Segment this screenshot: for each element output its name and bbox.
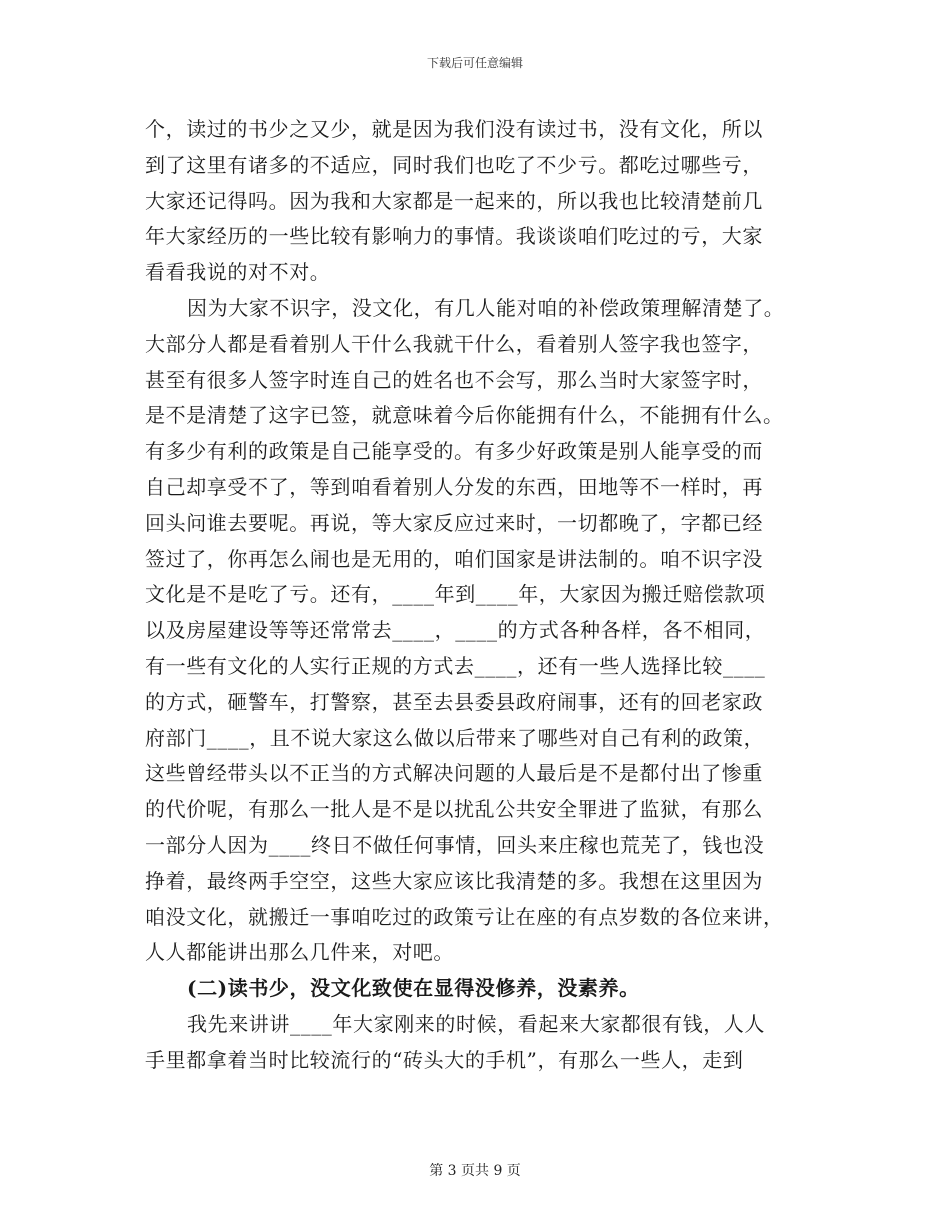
text-line: 到了这里有诸多的不适应，同时我们也吃了不少亏。都吃过哪些亏， xyxy=(145,152,763,177)
text-line: 自己却享受不了，等到咱看着别人分发的东西，田地等不一样时，再 xyxy=(145,474,763,499)
text-line: 有多少有利的政策是自己能享受的。有多少好政策是别人能享受的而 xyxy=(145,439,763,464)
text-line: 大部分人都是看着别人干什么我就干什么，看着别人签字我也签字， xyxy=(145,331,763,356)
page-footer: 第 3 页共 9 页 xyxy=(429,1163,521,1179)
text-line: 一部分人因为____终日不做任何事情，回头来庄稼也荒芜了，钱也没 xyxy=(145,832,765,857)
text-line: 咱没文化，就搬迁一事咱吃过的政策亏让在座的有点岁数的各位来讲， xyxy=(145,904,784,929)
text-line: 甚至有很多人签字时连自己的姓名也不会写，那么当时大家签字时， xyxy=(145,367,763,392)
text-line: 手里都拿着当时比较流行的“砖头大的手机”，有那么一些人，走到 xyxy=(145,1047,744,1072)
document-body xyxy=(145,112,815,1079)
text-line: 的代价呢，有那么一批人是不是以扰乱公共安全罪进了监狱，有那么 xyxy=(145,797,763,822)
paragraph-start-line: 我先来讲讲____年大家刚来的时候，看起来大家都很有钱，人人 xyxy=(187,1011,765,1036)
text-line: 府部门____，且不说大家这么做以后带来了哪些对自己有利的政策， xyxy=(145,725,765,750)
text-line: 是不是清楚了这字已签，就意味着今后你能拥有什么，不能拥有什么。 xyxy=(145,403,784,428)
page-header: 下载后可任意编辑 xyxy=(426,56,523,70)
text-line: 个，读过的书少之又少，就是因为我们没有读过书，没有文化，所以 xyxy=(145,117,763,141)
text-line: 看看我说的对不对。 xyxy=(145,260,331,285)
text-line: 签过了，你再怎么闹也是无用的，咱们国家是讲法制的。咱不识字没 xyxy=(145,546,763,571)
text-line: 挣着，最终两手空空，这些大家应该比我清楚的多。我想在这里因为 xyxy=(145,868,763,893)
text-line: 的方式，砸警车，打警察，甚至去县委县政府闹事，还有的回老家政 xyxy=(145,689,763,714)
text-line: 文化是不是吃了亏。还有，____年到____年，大家因为搬迁赔偿款项 xyxy=(145,582,766,607)
text-line: 人人都能讲出那么几件来，对吧。 xyxy=(145,940,454,965)
text-line: 以及房屋建设等等还常常去____，____的方式各种各样，各不相同， xyxy=(145,618,766,643)
text-line: 回头问谁去要呢。再说，等大家反应过来时，一切都晚了，字都已经 xyxy=(145,510,763,535)
text-line: 这些曾经带头以不正当的方式解决问题的人最后是不是都付出了惨重 xyxy=(145,761,763,786)
paragraph-start-line: 因为大家不识字，没文化，有几人能对咱的补偿政策理解清楚了。 xyxy=(187,295,785,320)
text-line: 有一些有文化的人实行正规的方式去____，还有一些人选择比较____ xyxy=(145,653,766,678)
text-line: 大家还记得吗。因为我和大家都是一起来的，所以我也比较清楚前几 xyxy=(145,188,763,213)
text-line: 年大家经历的一些比较有影响力的事情。我谈谈咱们吃过的亏，大家 xyxy=(145,224,763,249)
section-heading: (二)读书少，没文化致使在显得没修养，没素养。 xyxy=(187,976,640,1001)
